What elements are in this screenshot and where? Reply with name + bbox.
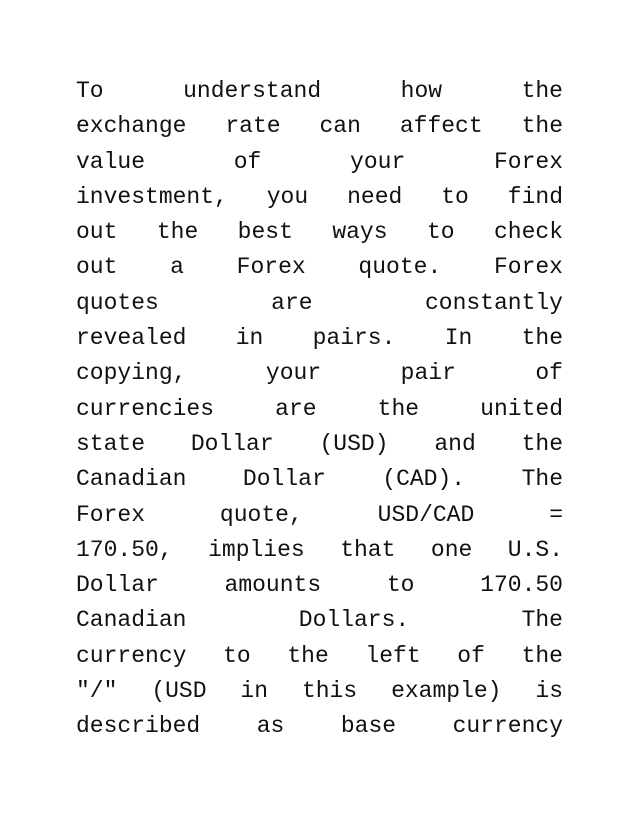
paragraph-line: 170.50, implies that one U.S. bbox=[76, 536, 563, 563]
paragraph-line: currency to the left of the bbox=[76, 642, 563, 669]
paragraph-line: investment, you need to find bbox=[76, 183, 563, 210]
paragraph-line: copying, your pair of bbox=[76, 360, 563, 387]
paragraph-line: Canadian Dollars. The bbox=[76, 607, 563, 634]
paragraph-line: "/" (USD in this example) is bbox=[76, 678, 563, 705]
paragraph-line: state Dollar (USD) and the bbox=[76, 430, 563, 457]
paragraph-line: out the best ways to check bbox=[76, 219, 563, 246]
paragraph-line: Canadian Dollar (CAD). The bbox=[76, 466, 563, 493]
paragraph-line: To understand how the bbox=[76, 78, 563, 104]
paragraph-line: Forex quote, USD/CAD = bbox=[76, 501, 563, 528]
paragraph-line: value of your Forex bbox=[76, 148, 563, 175]
paragraph-line: revealed in pairs. In the bbox=[76, 325, 563, 352]
paragraph-line: quotes are constantly bbox=[76, 289, 563, 316]
body-paragraph bbox=[76, 74, 563, 745]
paragraph-line: exchange rate can affect the bbox=[76, 113, 563, 140]
paragraph-line: out a Forex quote. Forex bbox=[76, 254, 563, 281]
paragraph-line: described as base currency bbox=[76, 713, 563, 740]
paragraph-line: Dollar amounts to 170.50 bbox=[76, 572, 563, 599]
paragraph-line: currencies are the united bbox=[76, 395, 563, 422]
